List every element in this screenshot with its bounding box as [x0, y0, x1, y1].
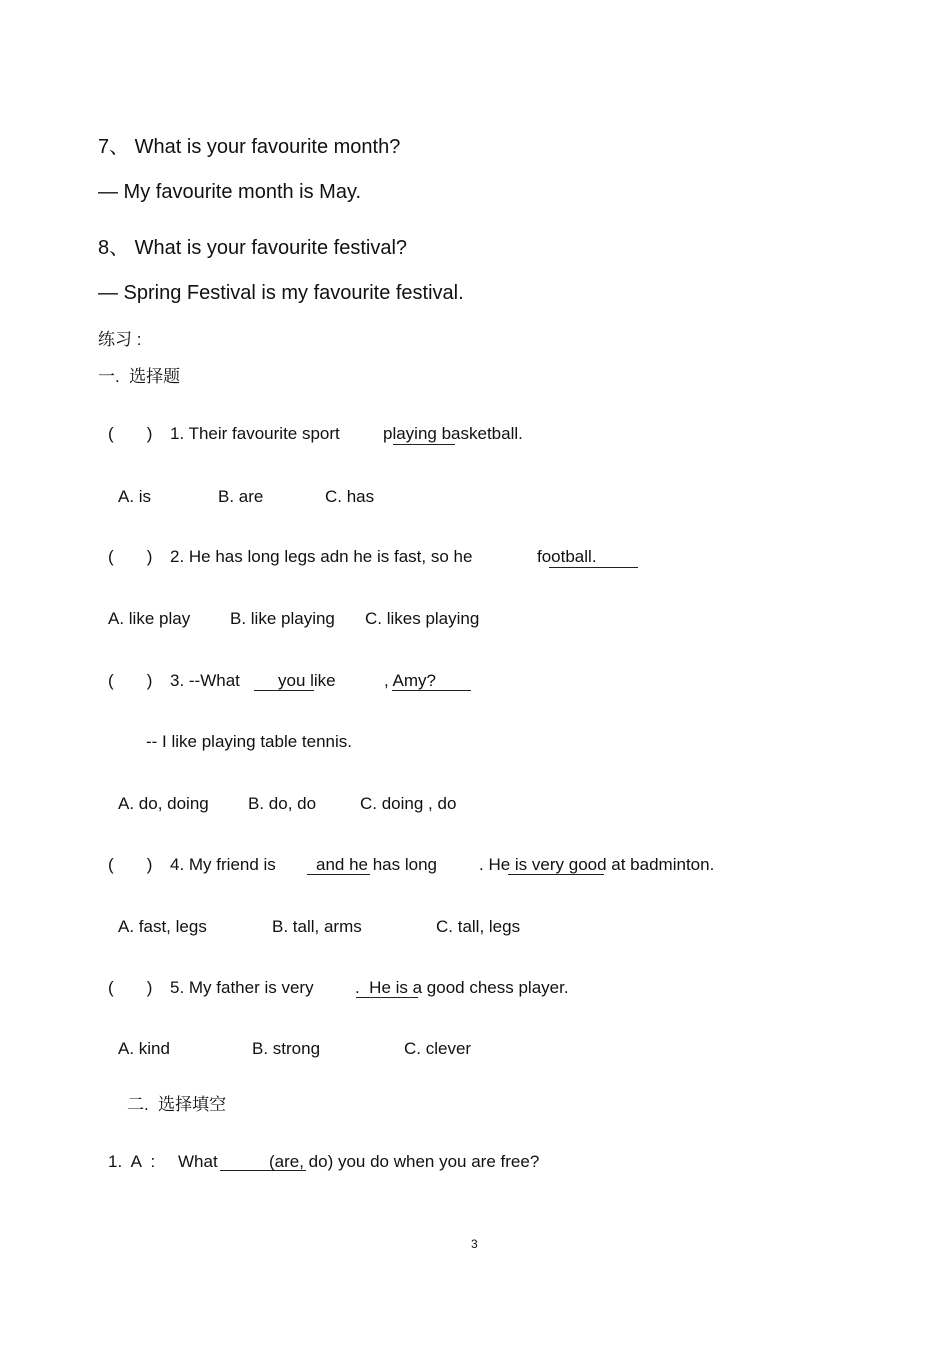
section2-title: 二. 选择填空 [127, 1095, 227, 1114]
q1-option-b: B. are [218, 487, 264, 506]
q1-option-c: C. has [325, 487, 375, 506]
q3-blank-2 [392, 690, 471, 691]
q4-option-c: C. tall, legs [436, 917, 521, 936]
q4-text-c: . He is very good at badminton. [479, 855, 715, 874]
q1-blank [393, 444, 455, 445]
q3-option-c: C. doing , do [360, 794, 457, 813]
q5-option-a: A. kind [118, 1039, 170, 1058]
q1-text-b: playing basketball. [383, 424, 523, 443]
q3-text-c: , Amy? [384, 671, 436, 690]
question-8: 8、 What is your favourite festival? [98, 237, 408, 259]
q3-answer: -- I like playing table tennis. [146, 732, 352, 751]
answer-8: — Spring Festival is my favourite festival. [98, 282, 464, 304]
q3-text-b: you like [278, 671, 336, 690]
q2-option-c: C. likes playing [365, 609, 480, 628]
q3-option-a: A. do, doing [118, 794, 209, 813]
page-number: 3 [471, 1237, 478, 1251]
question-7: 7、 What is your favourite month? [98, 136, 401, 158]
q5-text-a: 5. My father is very [170, 978, 314, 997]
q4-option-b: B. tall, arms [272, 917, 362, 936]
s2-item1-text-a: What [178, 1152, 218, 1171]
q4-option-a: A. fast, legs [118, 917, 207, 936]
q2-paren: ( ) [108, 547, 153, 566]
q3-paren: ( ) [108, 671, 153, 690]
q2-option-a: A. like play [108, 609, 191, 628]
q2-blank [549, 567, 638, 568]
q2-option-b: B. like playing [230, 609, 335, 628]
s2-item1-label: 1. A : [108, 1152, 156, 1171]
q4-paren: ( ) [108, 855, 153, 874]
q3-text-a: 3. --What [170, 671, 240, 690]
q5-blank [356, 997, 418, 998]
q4-text-b: and he has long [316, 855, 437, 874]
q1-paren: ( ) [108, 424, 153, 443]
q2-text-b: football. [537, 547, 597, 566]
section1-title: 一. 选择题 [98, 367, 181, 386]
q2-text-a: 2. He has long legs adn he is fast, so he [170, 547, 473, 566]
q5-paren: ( ) [108, 978, 153, 997]
q4-text-a: 4. My friend is [170, 855, 276, 874]
q5-text-b: . He is a good chess player. [355, 978, 569, 997]
q5-option-c: C. clever [404, 1039, 472, 1058]
q1-text-a: 1. Their favourite sport [170, 424, 340, 443]
q4-blank-2 [508, 874, 604, 875]
q1-option-a: A. is [118, 487, 152, 506]
q5-option-b: B. strong [252, 1039, 321, 1058]
answer-7: — My favourite month is May. [98, 181, 362, 203]
s2-item1-text-b: (are, do) you do when you are free? [269, 1152, 540, 1171]
practice-label: 练习 : [98, 330, 142, 349]
q3-option-b: B. do, do [248, 794, 317, 813]
